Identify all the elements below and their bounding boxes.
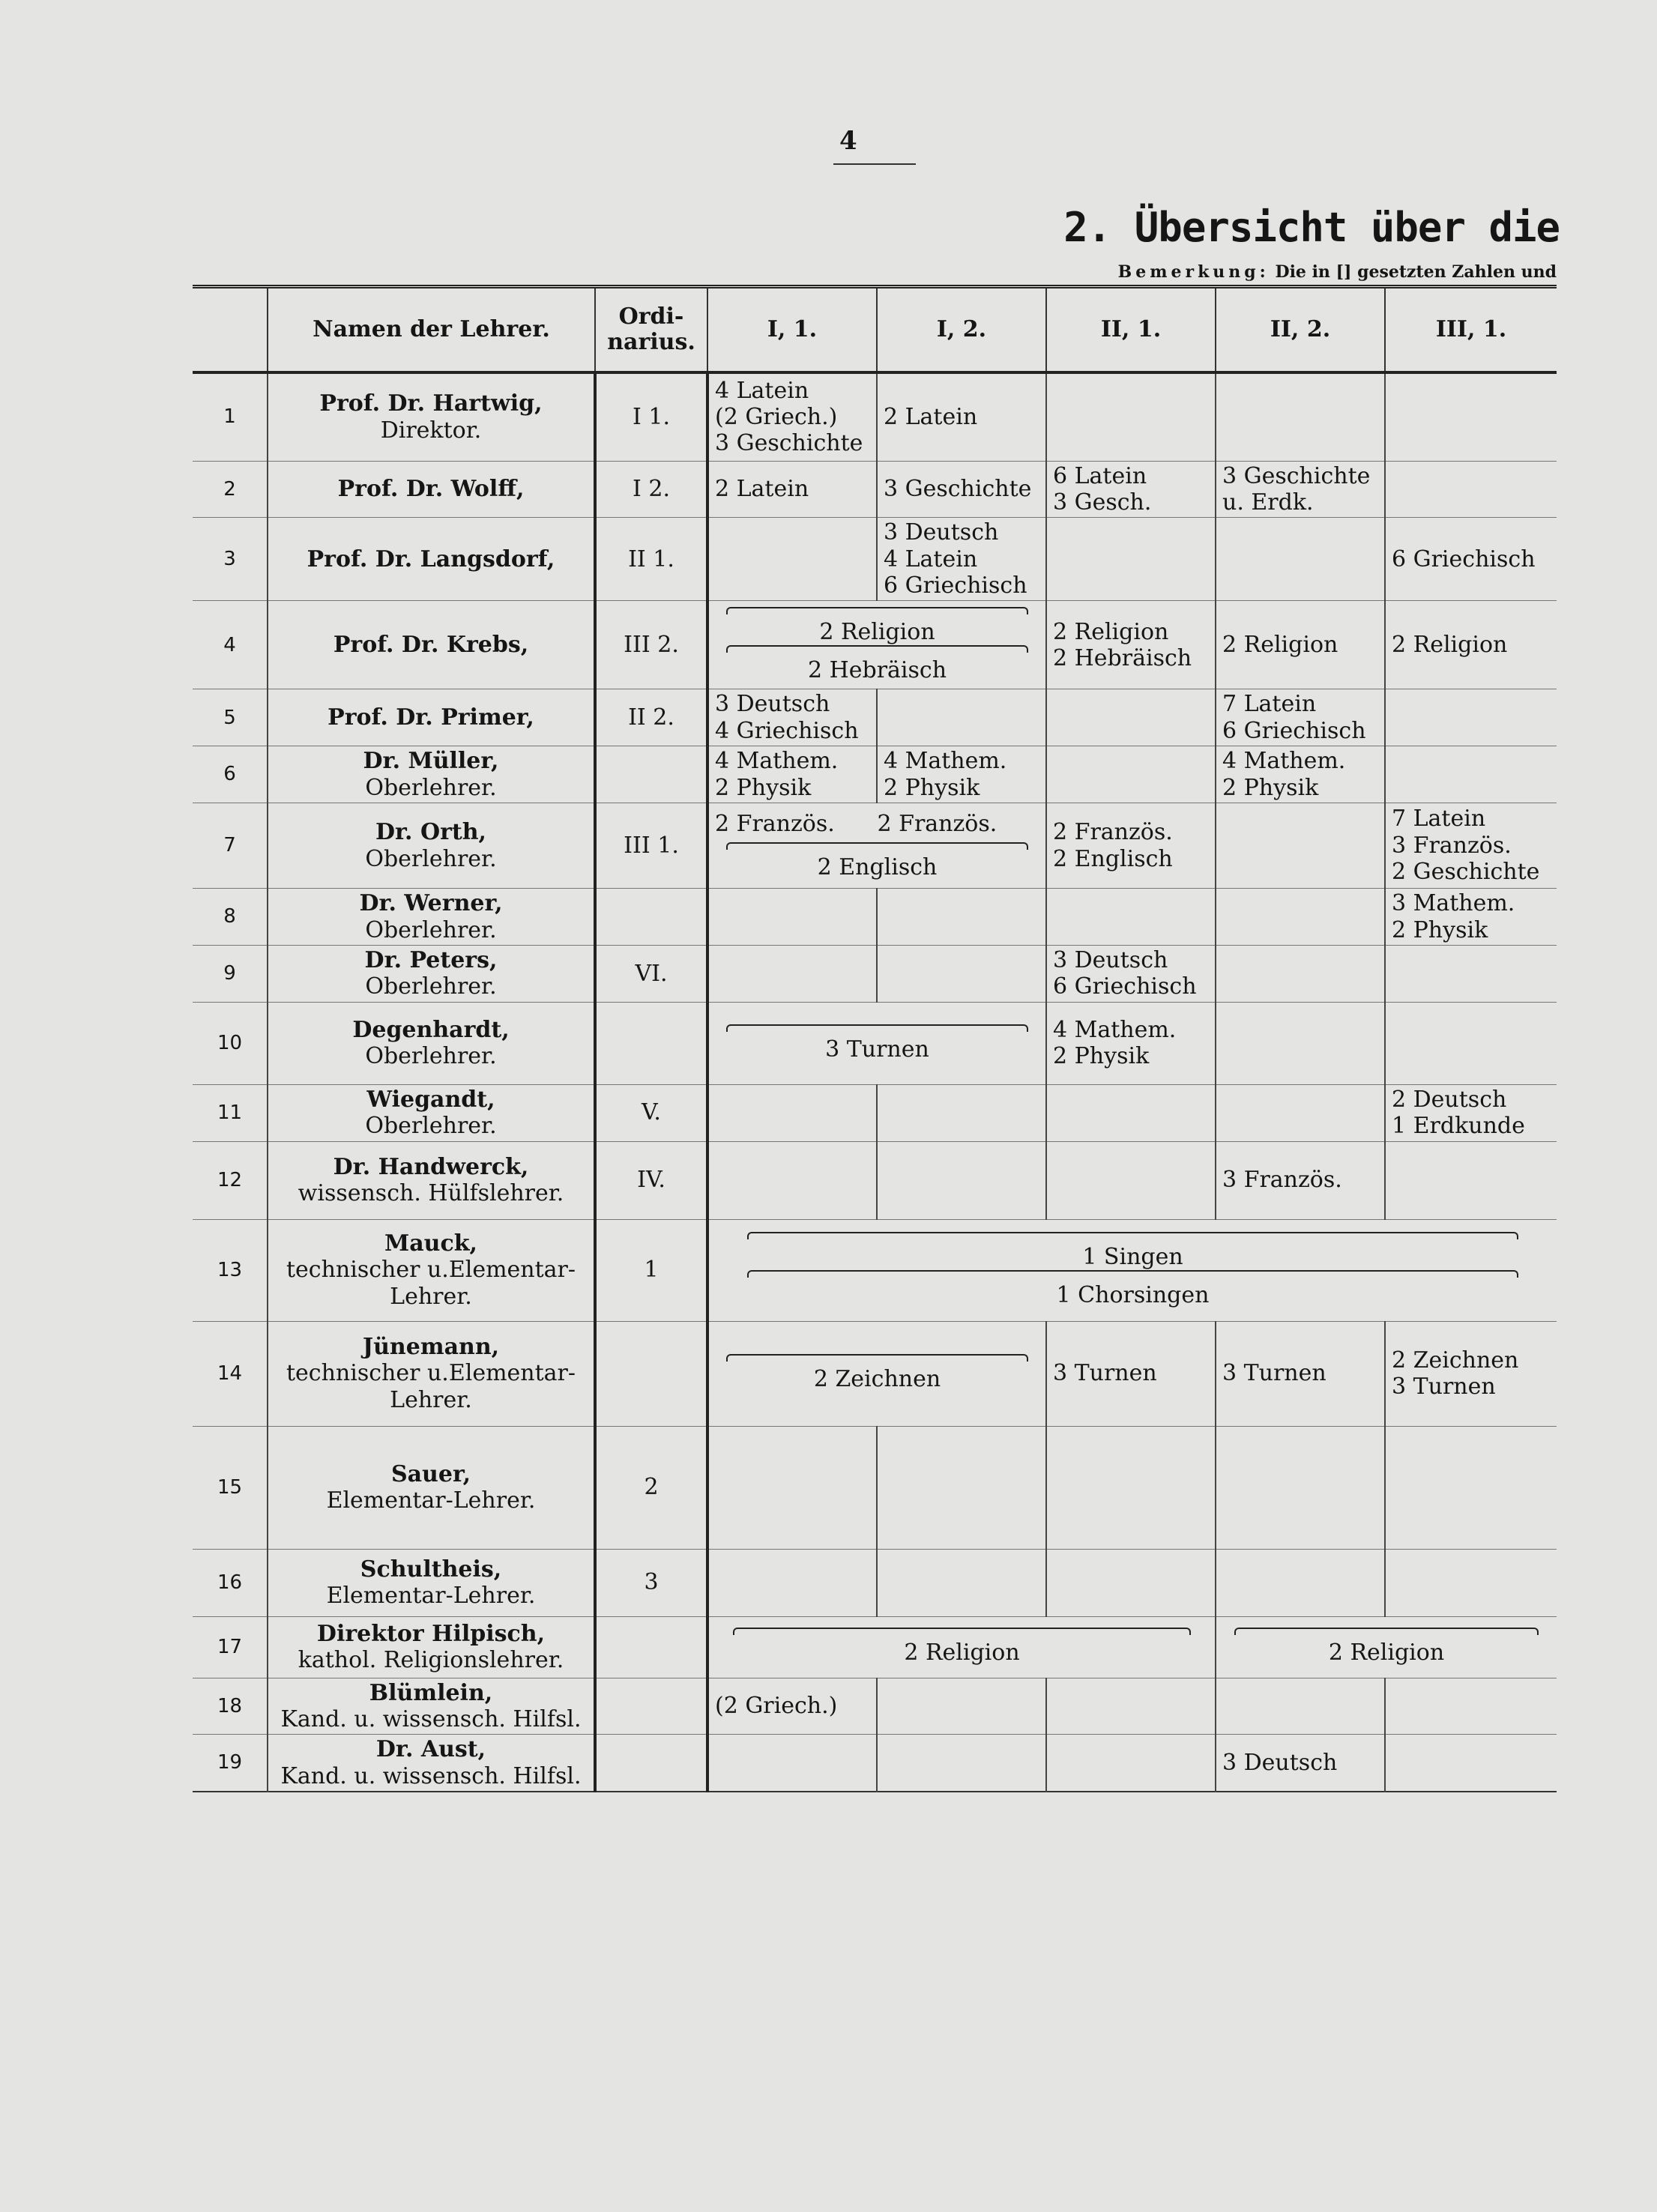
row-number: 5 — [193, 689, 268, 746]
row-number: 1 — [193, 372, 268, 461]
cell-ii2 — [1216, 689, 1385, 746]
row-number: 18 — [193, 1678, 268, 1735]
cell-i1-line: (2 Griech.) — [715, 404, 838, 431]
cell-i1 — [707, 946, 877, 1003]
cell-ii1 — [1046, 1426, 1216, 1549]
teacher-name-text: Direktor Hilpisch, — [316, 1620, 546, 1647]
split-row — [715, 811, 1039, 837]
cell-ii1 — [1046, 1141, 1216, 1219]
cell-i2 — [877, 746, 1046, 803]
span-i-cell-line: 2 Religion — [819, 618, 935, 645]
remark-label: Bemerkung: — [1117, 262, 1270, 282]
cell-i2-line: 6 Griechisch — [884, 572, 1027, 599]
cell-i1-line: 4 Mathem. — [715, 748, 839, 775]
cell-iii1-line: 3 Französ. — [1392, 832, 1512, 859]
span-i-cell-line: 2 Zeichnen — [813, 1366, 941, 1393]
table-row — [193, 1002, 1557, 1084]
table-row — [193, 1084, 1557, 1141]
cell-i1-line: (2 Griech.) — [715, 1693, 838, 1720]
ordinarius: 2 — [595, 1426, 707, 1549]
table-row — [193, 689, 1557, 746]
cell-ii1-line: 6 Griechisch — [1053, 973, 1197, 1000]
teacher-name-text: Prof. Dr. Wolff, — [337, 476, 525, 503]
cell-ii2 — [1216, 889, 1385, 946]
cell-i2-line: 2 Latein — [884, 404, 978, 431]
brace-mark — [726, 1024, 1027, 1032]
teacher-name — [268, 1735, 595, 1792]
col-ii2: II, 2. — [1216, 287, 1385, 373]
cell-iii1 — [1385, 601, 1557, 689]
teacher-name — [268, 1616, 595, 1678]
cell-i2 — [877, 1084, 1046, 1141]
table-row — [193, 372, 1557, 461]
cell-i2 — [877, 1426, 1046, 1549]
cell-iii1 — [1385, 1084, 1557, 1141]
col-iii1: III, 1. — [1385, 287, 1557, 373]
teacher-name — [268, 372, 595, 461]
span-all-cell-line: 1 Singen — [1082, 1243, 1183, 1270]
table-row — [193, 1219, 1557, 1321]
cell-ii2-line: 6 Griechisch — [1222, 717, 1366, 744]
cell-ii2 — [1216, 1549, 1385, 1616]
cell-ii2 — [1216, 946, 1385, 1003]
span-i-cell — [707, 1002, 1046, 1084]
cell-i2 — [877, 1549, 1046, 1616]
cell-iii1 — [1385, 1141, 1557, 1219]
teacher-name-text: Prof. Dr. Hartwig, — [319, 390, 543, 417]
ordinarius — [595, 1678, 707, 1735]
cell-iii1-line: 1 Erdkunde — [1392, 1113, 1525, 1140]
cell-ii1-line: 3 Gesch. — [1053, 489, 1152, 516]
teacher-name — [268, 803, 595, 889]
span-ii2-iii1-cell-line: 2 Religion — [1328, 1640, 1445, 1666]
row-number: 6 — [193, 746, 268, 803]
teacher-name — [268, 518, 595, 601]
ordinarius — [595, 746, 707, 803]
table-row — [193, 803, 1557, 889]
teacher-name — [268, 601, 595, 689]
teacher-name — [268, 1678, 595, 1735]
table-row — [193, 746, 1557, 803]
cell-ii2-line: 2 Physik — [1222, 774, 1319, 801]
cell-i1 — [707, 1678, 877, 1735]
teacher-role: Elementar-Lehrer. — [326, 1487, 536, 1514]
teacher-name — [268, 1219, 595, 1321]
table-row — [193, 461, 1557, 518]
row-number: 15 — [193, 1426, 268, 1549]
row-number: 2 — [193, 461, 268, 518]
brace-mark — [1234, 1628, 1539, 1635]
cell-ii1-line: 6 Latein — [1053, 462, 1147, 489]
span-i-ii1-cell-line: 2 Religion — [904, 1640, 1020, 1666]
ordinarius: I 2. — [595, 461, 707, 518]
table-row — [193, 889, 1557, 946]
teacher-name-text: Dr. Handwerck, — [333, 1153, 529, 1180]
cell-iii1 — [1385, 461, 1557, 518]
cell-iii1 — [1385, 946, 1557, 1003]
cell-i1 — [707, 1549, 877, 1616]
cell-i1 — [707, 1141, 877, 1219]
cell-ii1-line: 3 Deutsch — [1053, 947, 1168, 974]
cell-iii1 — [1385, 1002, 1557, 1084]
cell-i1 — [707, 689, 877, 746]
cell-i2-line: 3 Deutsch — [884, 519, 999, 546]
row-number: 14 — [193, 1321, 268, 1426]
teacher-name — [268, 1549, 595, 1616]
cell-i1 — [707, 518, 877, 601]
teacher-role: Oberlehrer. — [365, 774, 497, 801]
span-i-cell-line: 3 Turnen — [825, 1036, 929, 1063]
cell-i2-line: 4 Mathem. — [884, 748, 1007, 775]
cell-i1 — [707, 889, 877, 946]
table-row — [193, 1616, 1557, 1678]
cell-i2 — [877, 946, 1046, 1003]
cell-ii1 — [1046, 1084, 1216, 1141]
cell-iii1-line: 2 Zeichnen — [1392, 1347, 1519, 1374]
cell-i1 — [707, 461, 877, 518]
ordinarius — [595, 1002, 707, 1084]
cell-ii1 — [1046, 601, 1216, 689]
span-i-line: 2 Englisch — [817, 853, 938, 880]
remark — [1118, 262, 1557, 282]
cell-i1-line: 2 Latein — [715, 476, 809, 503]
cell-i1 — [707, 1735, 877, 1792]
cell-ii1 — [1046, 1678, 1216, 1735]
row-number: 11 — [193, 1084, 268, 1141]
cell-ii1-line: 2 Religion — [1053, 618, 1169, 645]
row-number: 17 — [193, 1616, 268, 1678]
teacher-name-text: Mauck, — [384, 1230, 477, 1257]
cell-ii2 — [1216, 1321, 1385, 1426]
cell-iii1 — [1385, 1321, 1557, 1426]
cell-ii2-line: 4 Mathem. — [1222, 748, 1346, 775]
teacher-name — [268, 946, 595, 1003]
teacher-name-text: Blümlein, — [369, 1679, 493, 1706]
teacher-role: Oberlehrer. — [365, 916, 497, 943]
teacher-name-text: Dr. Peters, — [364, 947, 498, 974]
cell-iii1 — [1385, 803, 1557, 889]
cell-iii1 — [1385, 372, 1557, 461]
cell-iii1 — [1385, 1678, 1557, 1735]
teacher-name-text: Prof. Dr. Primer, — [328, 704, 534, 731]
cell-ii1 — [1046, 1735, 1216, 1792]
ordinarius: II 1. — [595, 518, 707, 601]
cell-ii1 — [1046, 689, 1216, 746]
teacher-name — [268, 889, 595, 946]
teacher-role: Kand. u. wissensch. Hilfsl. — [280, 1762, 582, 1789]
cell-ii1-line: 2 Physik — [1053, 1043, 1150, 1070]
cell-ii1-line: 4 Mathem. — [1053, 1016, 1177, 1043]
ordinarius: III 2. — [595, 601, 707, 689]
teacher-name-text: Dr. Aust, — [375, 1736, 486, 1763]
teacher-role: Oberlehrer. — [365, 845, 497, 872]
ordinarius: IV. — [595, 1141, 707, 1219]
cell-iii1-line: 7 Latein — [1392, 806, 1486, 832]
teacher-name-text: Prof. Dr. Krebs, — [333, 632, 529, 659]
teacher-name-text: Dr. Werner, — [359, 890, 503, 917]
table-row — [193, 946, 1557, 1003]
ordinarius: VI. — [595, 946, 707, 1003]
cell-ii2 — [1216, 1426, 1385, 1549]
cell-i1-line: 2 Physik — [715, 774, 812, 801]
row-number: 16 — [193, 1549, 268, 1616]
cell-ii2 — [1216, 746, 1385, 803]
row-number: 8 — [193, 889, 268, 946]
cell-ii2-line: 3 Deutsch — [1222, 1750, 1338, 1777]
ordinarius — [595, 1321, 707, 1426]
brace-mark — [733, 1628, 1190, 1635]
cell-iii1-line: 2 Geschichte — [1392, 859, 1540, 886]
col-number — [193, 287, 268, 373]
row-number: 12 — [193, 1141, 268, 1219]
row-number: 3 — [193, 518, 268, 601]
cell-i2 — [877, 1141, 1046, 1219]
cell-iii1-line: 3 Mathem. — [1392, 890, 1515, 917]
cell-i2-line: 3 Geschichte — [884, 476, 1032, 503]
col-ordinarius: Ordi-narius. — [595, 287, 707, 373]
teacher-name — [268, 1321, 595, 1426]
cell-i1-line: 4 Latein — [715, 377, 809, 404]
cell-ii1 — [1046, 1002, 1216, 1084]
teacher-name — [268, 1084, 595, 1141]
cell-ii1-line: 2 Französ. — [1053, 819, 1173, 846]
cell-iii1-line: 3 Turnen — [1392, 1374, 1496, 1400]
row-number: 7 — [193, 803, 268, 889]
table-row — [193, 518, 1557, 601]
cell-ii2-line: 3 Geschichte — [1222, 462, 1371, 489]
cell-i2 — [877, 689, 1046, 746]
cell-iii1 — [1385, 889, 1557, 946]
teacher-name — [268, 746, 595, 803]
table-row — [193, 1426, 1557, 1549]
ordinarius: III 1. — [595, 803, 707, 889]
cell-ii1 — [1046, 372, 1216, 461]
span-all-cell — [707, 1219, 1557, 1321]
cell-i1 — [707, 746, 877, 803]
cell-i2 — [877, 889, 1046, 946]
cell-i1-line: 4 Griechisch — [715, 717, 859, 744]
cell-i1 — [707, 1426, 877, 1549]
brace-mark — [726, 1354, 1027, 1362]
ordinarius — [595, 1616, 707, 1678]
teacher-name-text: Dr. Müller, — [363, 748, 499, 775]
teacher-name — [268, 1141, 595, 1219]
cell-ii1-line: 3 Turnen — [1053, 1360, 1157, 1387]
teacher-name-text: Wiegandt, — [366, 1086, 495, 1113]
span-i-cell — [707, 601, 1046, 689]
row-number: 13 — [193, 1219, 268, 1321]
teacher-role: kathol. Religionslehrer. — [298, 1647, 564, 1674]
table-row — [193, 1735, 1557, 1792]
cell-ii1 — [1046, 746, 1216, 803]
span-ii2-iii1-cell — [1216, 1616, 1557, 1678]
teacher-role: Oberlehrer. — [365, 1113, 497, 1140]
section-heading: 2. Übersicht über die — [1063, 204, 1560, 251]
row-number: 9 — [193, 946, 268, 1003]
row-number: 4 — [193, 601, 268, 689]
teacher-role: technischer u.Elementar-Lehrer. — [286, 1257, 576, 1310]
teacher-name-text: Prof. Dr. Langsdorf, — [307, 546, 555, 572]
brace-mark — [726, 842, 1027, 850]
col-ii1: II, 1. — [1046, 287, 1216, 373]
cell-ii2 — [1216, 1002, 1385, 1084]
cell-ii1 — [1046, 803, 1216, 889]
cell-i1 — [707, 1084, 877, 1141]
table-row — [193, 1321, 1557, 1426]
cell-i2 — [877, 518, 1046, 601]
teacher-role: Oberlehrer. — [365, 1043, 497, 1070]
cell-iii1 — [1385, 1735, 1557, 1792]
ordinarius — [595, 1735, 707, 1792]
cell-ii1 — [1046, 1321, 1216, 1426]
ordinarius: I 1. — [595, 372, 707, 461]
teacher-name — [268, 1426, 595, 1549]
cell-ii1-line: 2 Englisch — [1053, 845, 1173, 872]
teacher-name-text: Sauer, — [390, 1460, 471, 1487]
col-i2: I, 2. — [877, 287, 1046, 373]
cell-i2 — [877, 372, 1046, 461]
brace-mark — [726, 645, 1027, 653]
cell-ii1-line: 2 Hebräisch — [1053, 644, 1192, 671]
brace-mark — [747, 1232, 1519, 1239]
span-i-combined — [707, 803, 1046, 889]
cell-i2 — [877, 1678, 1046, 1735]
row-number: 19 — [193, 1735, 268, 1792]
cell-i1: 2 Französ. — [715, 811, 835, 838]
span-i-cell — [707, 1321, 1046, 1426]
cell-iii1-line: 6 Griechisch — [1392, 546, 1536, 572]
teacher-role: Oberlehrer. — [365, 973, 497, 1000]
table-row — [193, 1141, 1557, 1219]
teacher-name — [268, 689, 595, 746]
brace-mark — [726, 607, 1027, 614]
cell-ii2-line: 2 Religion — [1222, 632, 1338, 659]
teacher-role: Direktor. — [380, 417, 482, 444]
cell-ii2-line: u. Erdk. — [1222, 489, 1314, 516]
table-row — [193, 601, 1557, 689]
cell-iii1-line: 2 Physik — [1392, 916, 1488, 943]
table-header-row — [193, 287, 1557, 373]
cell-ii2 — [1216, 601, 1385, 689]
teacher-name-text: Jünemann, — [362, 1333, 500, 1360]
cell-i1-line: 3 Geschichte — [715, 430, 863, 457]
cell-ii1 — [1046, 461, 1216, 518]
cell-i2 — [877, 461, 1046, 518]
cell-i2-line: 2 Physik — [884, 774, 980, 801]
cell-ii2 — [1216, 1735, 1385, 1792]
col-i1: I, 1. — [707, 287, 877, 373]
span-all-cell-line: 1 Chorsingen — [1056, 1282, 1210, 1309]
teacher-role: Kand. u. wissensch. Hilfsl. — [280, 1705, 582, 1732]
cell-iii1-line: 2 Deutsch — [1392, 1086, 1507, 1113]
cell-ii2-line: 3 Turnen — [1222, 1360, 1326, 1387]
table-row — [193, 1549, 1557, 1616]
cell-ii2 — [1216, 372, 1385, 461]
cell-i2 — [877, 1735, 1046, 1792]
cell-ii2 — [1216, 461, 1385, 518]
cell-ii2-line: 7 Latein — [1222, 691, 1317, 718]
cell-ii1 — [1046, 889, 1216, 946]
cell-ii1 — [1046, 518, 1216, 601]
cell-ii2 — [1216, 1678, 1385, 1735]
col-names: Namen der Lehrer. — [268, 287, 595, 373]
ordinarius: 3 — [595, 1549, 707, 1616]
ordinarius: V. — [595, 1084, 707, 1141]
page-number-rule — [833, 163, 916, 165]
ordinarius: II 2. — [595, 689, 707, 746]
ordinarius — [595, 889, 707, 946]
teacher-name-text: Degenhardt, — [352, 1016, 510, 1043]
cell-iii1 — [1385, 1426, 1557, 1549]
table-row — [193, 1678, 1557, 1735]
remark-text: Die in [] gesetzten Zahlen und — [1275, 262, 1557, 282]
page-number: 4 — [839, 126, 857, 156]
cell-ii2 — [1216, 518, 1385, 601]
cell-iii1 — [1385, 689, 1557, 746]
cell-i1 — [707, 372, 877, 461]
cell-i2: 2 Französ. — [877, 811, 997, 838]
teacher-schedule-table — [193, 285, 1557, 1792]
teacher-role: technischer u.Elementar-Lehrer. — [286, 1360, 576, 1413]
teacher-name-text: Schultheis, — [360, 1556, 502, 1583]
teacher-name — [268, 461, 595, 518]
ordinarius: 1 — [595, 1219, 707, 1321]
teacher-role: Elementar-Lehrer. — [326, 1583, 536, 1610]
cell-ii2 — [1216, 1084, 1385, 1141]
cell-ii2 — [1216, 1141, 1385, 1219]
row-number: 10 — [193, 1002, 268, 1084]
teacher-name-text: Dr. Orth, — [375, 819, 486, 846]
cell-iii1 — [1385, 518, 1557, 601]
cell-iii1 — [1385, 746, 1557, 803]
cell-iii1 — [1385, 1549, 1557, 1616]
cell-ii1 — [1046, 946, 1216, 1003]
cell-ii1 — [1046, 1549, 1216, 1616]
cell-ii2 — [1216, 803, 1385, 889]
span-i-ii1-cell — [707, 1616, 1216, 1678]
teacher-role: wissensch. Hülfslehrer. — [298, 1180, 564, 1207]
cell-i2-line: 4 Latein — [884, 546, 978, 572]
teacher-name — [268, 1002, 595, 1084]
cell-iii1-line: 2 Religion — [1392, 632, 1508, 659]
span-i-cell-line: 2 Hebräisch — [807, 656, 947, 683]
cell-ii2-line: 3 Französ. — [1222, 1167, 1342, 1194]
cell-i1-line: 3 Deutsch — [715, 691, 830, 718]
brace-mark — [747, 1270, 1519, 1278]
